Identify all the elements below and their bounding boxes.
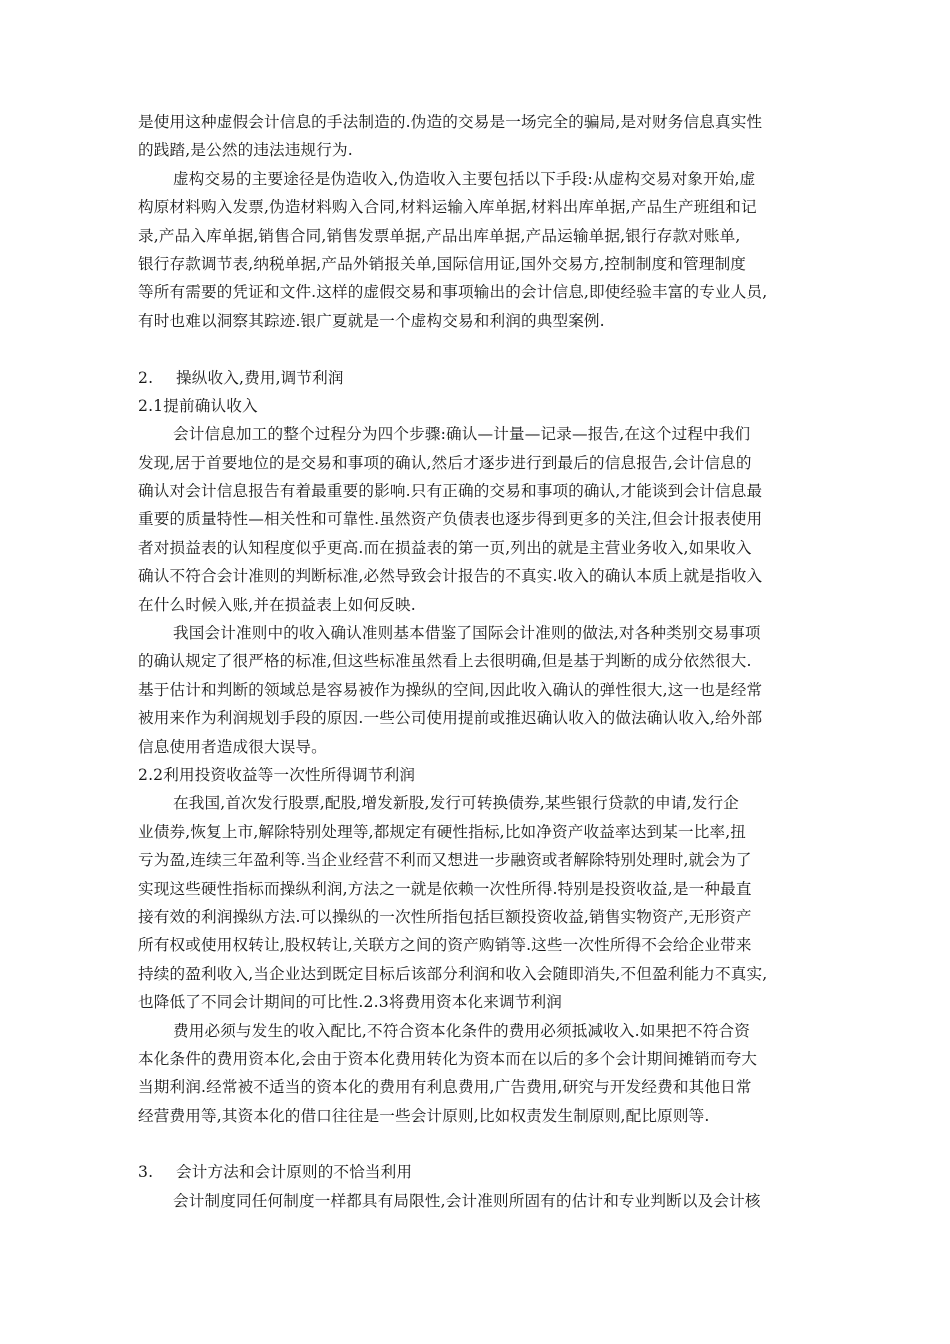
text-line: 实现这些硬性指标而操纵利润,方法之一就是依赖一次性所得.特别是投资收益,是一种最直 xyxy=(138,879,752,898)
text-line: 录,产品入库单据,销售合同,销售发票单据,产品出库单据,产品运输单据,银行存款对账单, xyxy=(138,226,741,245)
text-line: 的确认规定了很严格的标准,但这些标准虽然看上去很明确,但是基于判断的成分依然很大. xyxy=(138,652,752,671)
text-line: 持续的盈利收入,当企业达到既定目标后该部分利润和收入会随即消失,不但盈利能力不真实, xyxy=(138,964,768,983)
text-line: 重要的质量特性—相关性和可靠性.虽然资产负债表也逐步得到更多的关注,但会计报表使用 xyxy=(138,510,763,529)
text-line: 也降低了不同会计期间的可比性.2.3将费用资本化来调节利润 xyxy=(138,993,562,1012)
text-line: 当期利润.经常被不适当的资本化的费用有利息费用,广告费用,研究与开发经费和其他日常 xyxy=(138,1078,752,1097)
paragraph xyxy=(138,1017,828,1131)
text-line: 经营费用等,其资本化的借口往往是一些会计原则,比如权责发生制原则,配比原则等. xyxy=(138,1106,710,1125)
paragraph xyxy=(138,392,828,420)
text-line: 2.1提前确认收入 xyxy=(138,396,258,415)
text-line: 构原材料购入发票,伪造材料购入合同,材料运输入库单据,材料出库单据,产品生产班组和记 xyxy=(138,198,757,217)
document-page xyxy=(138,108,828,1215)
text-line: 等所有需要的凭证和文件.这样的虚假交易和事项输出的会计信息,即使经验丰富的专业人员, xyxy=(138,283,768,302)
section-heading xyxy=(138,364,828,392)
text-line: 银行存款调节表,纳税单据,产品外销报关单,国际信用证,国外交易方,控制制度和管理制度 xyxy=(138,254,747,273)
section-title: 会计方法和会计原则的不恰当利用 xyxy=(176,1163,413,1182)
text-line: 是使用这种虚假会计信息的手法制造的.伪造的交易是一场完全的骗局,是对财务信息真实性 xyxy=(138,113,763,131)
text-line: 亏为盈,连续三年盈利等.当企业经营不利而又想进一步融资或者解除特别处理时,就会为了 xyxy=(138,851,752,870)
text-line: 我国会计准则中的收入确认准则基本借鉴了国际会计准则的做法,对各种类别交易事项 xyxy=(173,624,761,643)
section-heading xyxy=(138,1158,828,1186)
text-line: 会计信息加工的整个过程分为四个步骤:确认—计量—记录—报告,在这个过程中我们 xyxy=(173,425,751,444)
text-line: 在什么时候入账,并在损益表上如何反映. xyxy=(138,595,416,614)
text-line: 基于估计和判断的领域总是容易被作为操纵的空间,因此收入确认的弹性很大,这一也是经常 xyxy=(138,680,763,699)
text-line: 虚构交易的主要途径是伪造收入,伪造收入主要包括以下手段:从虚构交易对象开始,虚 xyxy=(173,169,756,188)
text-line: 的践踏,是公然的违法违规行为. xyxy=(138,141,353,160)
section-title: 操纵收入,费用,调节利润 xyxy=(176,368,344,387)
paragraph xyxy=(138,165,828,335)
text-line: 发现,居于首要地位的是交易和事项的确认,然后才逐步进行到最后的信息报告,会计信息的 xyxy=(138,453,752,472)
text-line: 信息使用者造成很大误导。 xyxy=(138,737,327,756)
section-number: 3. xyxy=(138,1163,154,1182)
paragraph xyxy=(138,108,828,165)
text-line: 者对损益表的认知程度似乎更高.而在损益表的第一页,列出的就是主营业务收入,如果收入 xyxy=(138,538,752,557)
paragraph-gap xyxy=(138,1130,828,1158)
paragraph xyxy=(138,1187,828,1215)
text-line: 被用来作为利润规划手段的原因.一些公司使用提前或推迟确认收入的做法确认收入,给外部 xyxy=(138,709,763,728)
paragraph-gap xyxy=(138,335,828,363)
text-line: 业债券,恢复上市,解除特别处理等,都规定有硬性指标,比如净资产收益率达到某一比率,扭 xyxy=(138,822,747,841)
text-line: 费用必须与发生的收入配比,不符合资本化条件的费用必须抵减收入.如果把不符合资 xyxy=(173,1021,750,1040)
paragraph xyxy=(138,789,828,1016)
text-line: 确认不符合会计准则的判断标准,必然导致会计报告的不真实.收入的确认本质上就是指收入 xyxy=(138,567,763,586)
text-line: 在我国,首次发行股票,配股,增发新股,发行可转换债券,某些银行贷款的申请,发行企 xyxy=(173,794,739,813)
text-line: 接有效的利润操纵方法.可以操纵的一次性所指包括巨额投资收益,销售实物资产,无形资产 xyxy=(138,907,752,926)
text-line: 所有权或使用权转让,股权转让,关联方之间的资产购销等.这些一次性所得不会给企业带来 xyxy=(138,936,752,955)
text-line: 确认对会计信息报告有着最重要的影响.只有正确的交易和事项的确认,才能谈到会计信息最 xyxy=(138,482,763,501)
text-line: 本化条件的费用资本化,会由于资本化费用转化为资本而在以后的多个会计期间摊销而夸大 xyxy=(138,1049,758,1068)
paragraph xyxy=(138,619,828,761)
paragraph xyxy=(138,761,828,789)
text-line: 会计制度同任何制度一样都具有局限性,会计准则所固有的估计和专业判断以及会计核 xyxy=(173,1191,761,1210)
text-line: 2.2利用投资收益等一次性所得调节利润 xyxy=(138,765,416,784)
paragraph xyxy=(138,420,828,619)
section-number: 2. xyxy=(138,368,154,387)
text-line: 有时也难以洞察其踪迹.银广夏就是一个虚构交易和利润的典型案例. xyxy=(138,311,605,330)
